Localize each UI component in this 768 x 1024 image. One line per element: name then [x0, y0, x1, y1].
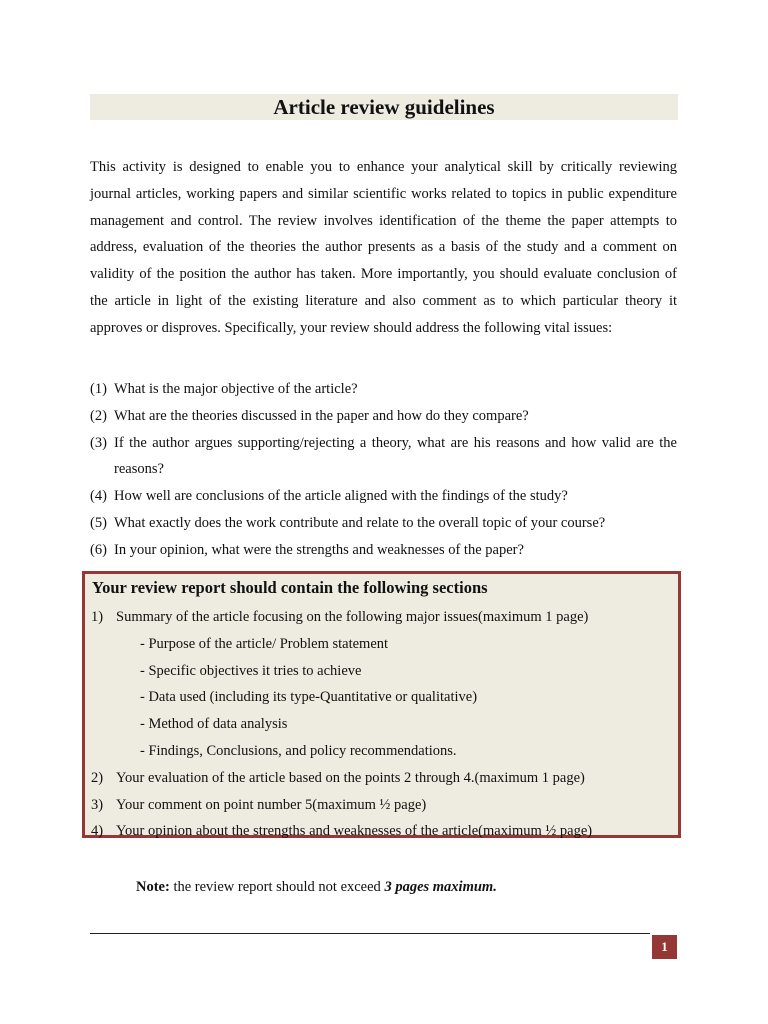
question-item: [90, 430, 677, 484]
note-text: the review report should not exceed: [169, 879, 385, 895]
report-sections-box: [82, 571, 681, 838]
note-line: [136, 877, 497, 897]
question-number: (1): [90, 381, 107, 397]
page-number: 1: [652, 935, 677, 959]
summary-subitem: - Purpose of the article/ Problem statement: [140, 636, 389, 652]
question-number: (3): [90, 434, 107, 451]
title-banner: [90, 94, 678, 120]
report-heading: Your review report should contain the following sections: [92, 578, 488, 597]
section-text: Your evaluation of the article based on the points 2 through 4.(maximum 1 page): [116, 770, 585, 786]
question-number: (5): [90, 514, 107, 531]
question-number: (2): [90, 407, 107, 424]
question-item: [90, 403, 677, 430]
report-section: [91, 795, 426, 815]
question-text: What is the major objective of the article?: [114, 381, 358, 397]
question-text: If the author argues supporting/rejecting a theory, what are his reasons and how valid are the reasons?: [114, 434, 677, 478]
section-number: 2): [91, 770, 104, 786]
section-text: Your comment on point number 5(maximum ½ page): [116, 797, 427, 813]
section-text: Your opinion about the strengths and weaknesses of the article(maximum ½ page): [116, 823, 593, 839]
summary-subitem: - Data used (including its type-Quantitative or qualitative): [140, 689, 478, 705]
section-text: Summary of the article focusing on the following major issues(maximum 1 page): [116, 609, 589, 625]
page-title: Article review guidelines: [273, 95, 495, 119]
question-text: How well are conclusions of the article aligned with the findings of the study?: [114, 488, 568, 505]
question-number: (4): [90, 488, 107, 505]
question-item: [90, 376, 677, 403]
note-emphasis: 3 pages maximum.: [384, 879, 497, 895]
note-label: Note:: [136, 879, 170, 895]
report-section: [91, 821, 592, 841]
summary-subitem: - Method of data analysis: [140, 716, 288, 732]
report-section: [91, 768, 585, 788]
question-list: [90, 376, 677, 564]
footer-divider: [90, 933, 650, 934]
section-number: 1): [91, 609, 104, 625]
summary-subitem: - Specific objectives it tries to achieve: [140, 663, 362, 679]
question-item: [90, 483, 677, 510]
section-number: 4): [91, 823, 104, 839]
intro-paragraph: This activity is designed to enable you to enhance your analytical skill by critically reviewing journal articles, working papers and similar scientific works related to topics in public expenditure management and control. The review involves identification of the theme the paper attempts to address, evaluation of the theories the author presents as a basis of the study and a comment on validity of the position the author has taken. More importantly, you should evaluate conclusion of the article in light of the existing literature and also comment as to which particular theory it approves or disproves. Specifically, your review should address the following vital issues:: [90, 159, 677, 336]
question-text: What exactly does the work contribute and relate to the overall topic of your course?: [114, 514, 606, 531]
question-text: What are the theories discussed in the paper and how do they compare?: [114, 407, 529, 424]
section-number: 3): [91, 797, 104, 813]
summary-subitem: - Findings, Conclusions, and policy recommendations.: [140, 743, 457, 759]
report-section: [91, 607, 588, 627]
question-item: [90, 537, 677, 564]
question-item: [90, 510, 677, 537]
question-text: In your opinion, what were the strengths and weaknesses of the paper?: [114, 541, 524, 558]
question-number: (6): [90, 541, 107, 558]
